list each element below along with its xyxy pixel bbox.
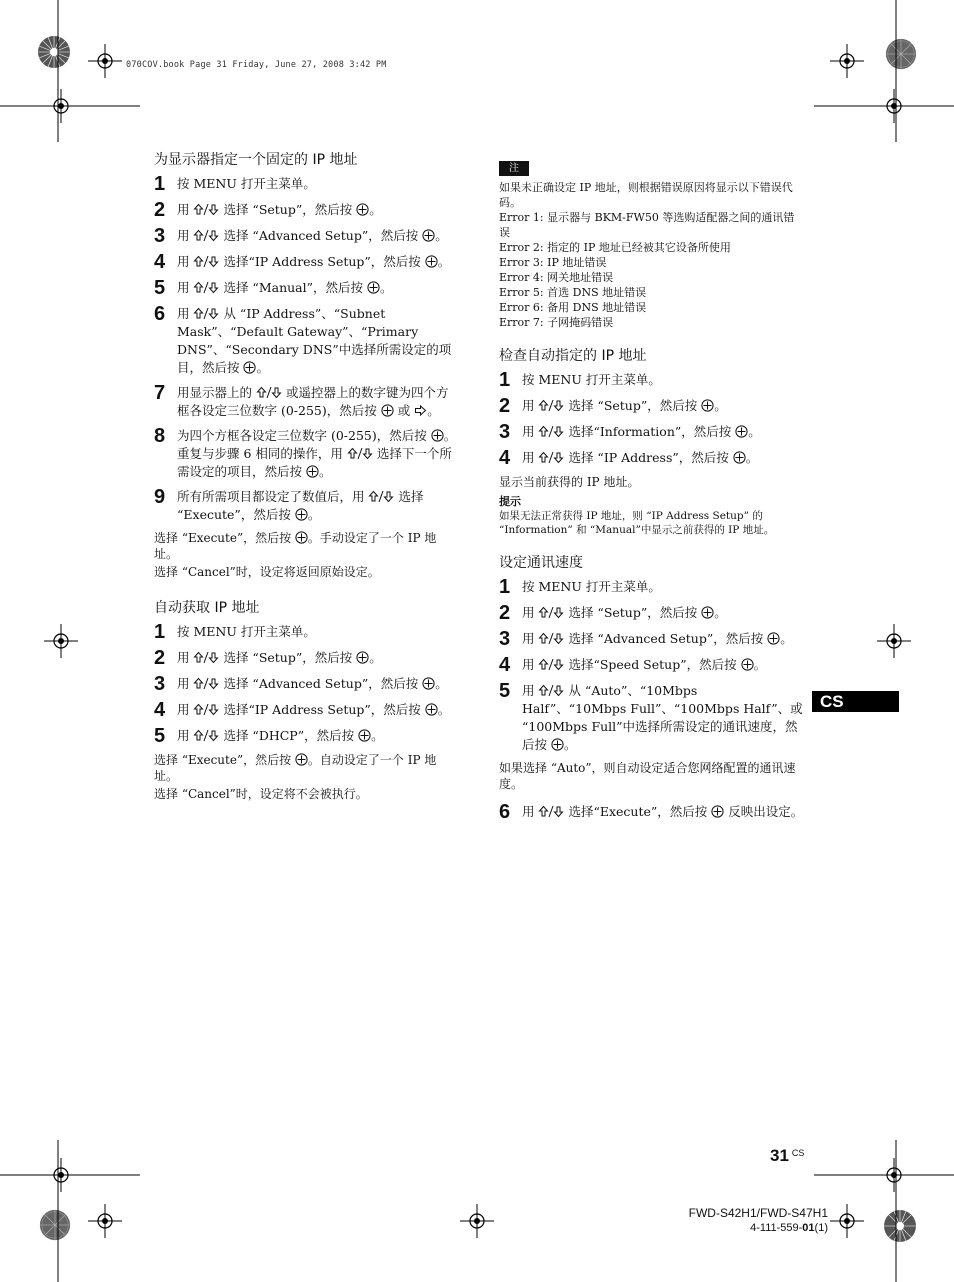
part-suffix: (1) — [814, 1222, 828, 1234]
enter-button-icon — [767, 632, 780, 645]
step-item — [499, 603, 804, 623]
enter-button-icon — [295, 508, 308, 521]
step-text: 用 从 “Auto”、“10Mbps Half”、“10Mbps Full”、“100Mbps Half”、或 “100Mbps Full”中选择所需设定的通讯速度，然后按 。 — [522, 683, 803, 752]
model-info — [689, 1206, 828, 1236]
note-line: Error 4: 网关地址错误 — [499, 271, 614, 284]
enter-button-icon — [306, 465, 319, 478]
page-number-suffix: CS — [791, 1148, 805, 1158]
step-text: 所有所需项目都设定了数值后，用 选择 “Execute”，然后按 。 — [177, 489, 424, 522]
up-down-button-icon — [193, 703, 219, 716]
page-number — [770, 1146, 804, 1166]
up-down-button-icon — [538, 399, 564, 412]
step-text: 用 选择“IP Address Setup”，然后按 。 — [177, 702, 451, 717]
enter-button-icon — [356, 651, 369, 664]
step-item — [154, 487, 460, 524]
step-number: 4 — [154, 699, 166, 721]
step-number: 5 — [499, 680, 511, 702]
step-item — [154, 252, 460, 272]
up-down-button-icon — [347, 447, 373, 460]
step-number: 1 — [154, 621, 166, 643]
enter-button-icon — [735, 425, 748, 438]
note-line: Error 3: IP 地址错误 — [499, 256, 607, 269]
section-title-check-ip: 检查自动指定的 IP 地址 — [499, 348, 647, 364]
enter-button-icon — [381, 404, 394, 417]
step-number: 1 — [499, 576, 511, 598]
up-down-button-icon — [368, 490, 394, 503]
enter-button-icon — [711, 805, 724, 818]
step-text: 用 选择“IP Address Setup”，然后按 。 — [177, 254, 451, 269]
step-number: 3 — [499, 628, 511, 650]
step-text: 按 MENU 打开主菜单。 — [522, 372, 661, 387]
note-badge: 注 — [499, 161, 529, 176]
step-item — [499, 577, 804, 597]
step-item — [154, 304, 460, 377]
part-prefix: 4-111-559- — [750, 1222, 803, 1234]
up-down-button-icon — [538, 606, 564, 619]
speed-auto-note: 如果选择 “Auto”，则自动设定适合您网络配置的通讯速度。 — [499, 761, 796, 791]
step-text: 用 选择“Information”，然后按 。 — [522, 424, 761, 439]
step-item — [154, 383, 460, 420]
note-line: Error 5: 首选 DNS 地址错误 — [499, 286, 647, 299]
step-number: 6 — [499, 801, 511, 823]
step-text: 用 选择 “Setup”，然后按 。 — [522, 398, 727, 413]
enter-button-icon — [243, 361, 256, 374]
step-text: 用 选择 “Manual”，然后按 。 — [177, 280, 393, 295]
step-number: 2 — [154, 647, 166, 669]
step-number: 2 — [499, 395, 511, 417]
steps-speed — [499, 577, 804, 754]
enter-button-icon — [367, 281, 380, 294]
step-item — [154, 726, 460, 746]
enter-button-icon — [422, 677, 435, 690]
notes-fixed-ip — [154, 530, 460, 580]
language-tab: CS — [812, 691, 899, 712]
step-text: 用 选择 “Setup”，然后按 。 — [177, 650, 382, 665]
up-down-button-icon — [538, 684, 564, 697]
up-down-button-icon — [193, 651, 219, 664]
step-number: 3 — [154, 673, 166, 695]
note-line: Error 7: 子网掩码错误 — [499, 316, 614, 329]
file-header: 070COV.book Page 31 Friday, June 27, 2008 3:42 PM — [126, 60, 387, 70]
step-number: 8 — [154, 425, 166, 447]
enter-button-icon — [551, 738, 564, 751]
up-down-button-icon — [538, 658, 564, 671]
up-down-button-icon — [538, 425, 564, 438]
info-paragraph: 选择 “Cancel”时，设定将返回原始设定。 — [154, 565, 380, 579]
steps-auto-ip — [154, 622, 460, 746]
info-paragraph: 选择 “Execute”，然后按 。自动设定了一个 IP 地址。 — [154, 753, 437, 783]
step-item — [154, 226, 460, 246]
note-line: Error 2: 指定的 IP 地址已经被其它设备所使用 — [499, 241, 731, 254]
enter-button-icon — [431, 429, 444, 442]
info-paragraph: 选择 “Execute”，然后按 。手动设定了一个 IP 地址。 — [154, 531, 437, 561]
enter-button-icon — [425, 703, 438, 716]
steps-check-ip — [499, 370, 804, 468]
step-text: 用 选择“Speed Setup”，然后按 。 — [522, 657, 767, 672]
note-line: Error 6: 备用 DNS 地址错误 — [499, 301, 647, 314]
step-number: 2 — [499, 602, 511, 624]
enter-button-icon — [295, 753, 308, 766]
steps-speed-execute — [499, 802, 804, 822]
up-down-button-icon — [538, 632, 564, 645]
step-text: 用显示器上的 或遥控器上的数字键为四个方框各设定三位数字 (0-255)，然后按 或 。 — [177, 385, 449, 418]
step-number: 3 — [499, 421, 511, 443]
step-number: 5 — [154, 277, 166, 299]
up-down-button-icon — [256, 386, 282, 399]
step-number: 2 — [154, 199, 166, 221]
step-text: 用 从 “IP Address”、“Subnet Mask”、“Default Gateway”、“Primary DNS”、“Secondary DNS”中选择所需设定的项目，然后按 。 — [177, 306, 452, 375]
step-item — [499, 681, 804, 754]
page-number-value: 31 — [770, 1146, 789, 1165]
enter-button-icon — [422, 229, 435, 242]
right-arrow-button-icon — [414, 404, 427, 417]
model-name: FWD-S42H1/FWD-S47H1 — [688, 1206, 828, 1220]
note-line: 如果未正确设定 IP 地址，则根据错误原因将显示以下错误代码。 — [499, 181, 793, 209]
enter-button-icon — [733, 451, 746, 464]
step-item — [499, 370, 804, 390]
step-number: 1 — [499, 369, 511, 391]
up-down-button-icon — [193, 203, 219, 216]
part-number — [689, 1221, 828, 1236]
notes-auto-ip — [154, 752, 460, 802]
step-item — [499, 802, 804, 822]
check-ip-result-text: 显示当前获得的 IP 地址。 — [499, 475, 640, 489]
part-bold: 01 — [802, 1222, 815, 1234]
step-number: 7 — [154, 382, 166, 404]
step-text: 用 选择 “IP Address”，然后按 。 — [522, 450, 759, 465]
step-item — [154, 700, 460, 720]
up-down-button-icon — [193, 307, 219, 320]
tip-label: 提示 — [499, 495, 521, 508]
step-item — [154, 200, 460, 220]
up-down-button-icon — [193, 677, 219, 690]
section-title-fixed-ip: 为显示器指定一个固定的 IP 地址 — [154, 152, 358, 168]
step-number: 5 — [154, 725, 166, 747]
enter-button-icon — [358, 729, 371, 742]
up-down-button-icon — [538, 451, 564, 464]
step-text: 按 MENU 打开主菜单。 — [522, 579, 661, 594]
section-title-auto-ip: 自动获取 IP 地址 — [154, 600, 260, 616]
step-number: 3 — [154, 225, 166, 247]
step-item — [154, 174, 460, 194]
step-item — [499, 629, 804, 649]
enter-button-icon — [701, 606, 714, 619]
step-number: 4 — [154, 251, 166, 273]
up-down-button-icon — [193, 729, 219, 742]
up-down-button-icon — [193, 281, 219, 294]
enter-button-icon — [295, 531, 308, 544]
step-text: 用 选择 “Setup”，然后按 。 — [177, 202, 382, 217]
step-text: 用 选择 “Setup”，然后按 。 — [522, 605, 727, 620]
section-title-speed: 设定通讯速度 — [499, 555, 583, 571]
step-item — [499, 655, 804, 675]
step-number: 1 — [154, 173, 166, 195]
step-number: 4 — [499, 654, 511, 676]
step-text: 为四个方框各设定三位数字 (0-255)，然后按 。重复与步骤 6 相同的操作，用 选择下一个所需设定的项目，然后按 。 — [177, 428, 457, 479]
enter-button-icon — [741, 658, 754, 671]
step-number: 4 — [499, 447, 511, 469]
step-item — [154, 622, 460, 642]
tip-text: 如果无法正常获得 IP 地址，则 “IP Address Setup” 的 “Information” 和 “Manual”中显示之前获得的 IP 地址。 — [499, 510, 775, 536]
info-paragraph: 选择 “Cancel”时，设定将不会被执行。 — [154, 787, 368, 801]
error-note-list — [499, 180, 804, 330]
step-text: 用 选择“Execute”，然后按 反映出设定。 — [522, 804, 804, 819]
steps-fixed-ip — [154, 174, 460, 524]
step-number: 9 — [154, 486, 166, 508]
step-item — [499, 422, 804, 442]
step-text: 用 选择 “DHCP”，然后按 。 — [177, 728, 384, 743]
step-item — [499, 396, 804, 416]
step-item — [154, 674, 460, 694]
enter-button-icon — [425, 255, 438, 268]
enter-button-icon — [701, 399, 714, 412]
step-text: 按 MENU 打开主菜单。 — [177, 176, 316, 191]
up-down-button-icon — [193, 229, 219, 242]
up-down-button-icon — [193, 255, 219, 268]
right-column — [499, 156, 804, 828]
step-item — [499, 448, 804, 468]
note-line: Error 1: 显示器与 BKM-FW50 等选购适配器之间的通讯错误 — [499, 211, 795, 239]
left-column — [154, 150, 460, 804]
enter-button-icon — [356, 203, 369, 216]
step-item — [154, 648, 460, 668]
step-item — [154, 278, 460, 298]
step-text: 用 选择 “Advanced Setup”，然后按 。 — [177, 676, 448, 691]
step-item — [154, 426, 460, 481]
up-down-button-icon — [538, 805, 564, 818]
step-number: 6 — [154, 303, 166, 325]
step-text: 用 选择 “Advanced Setup”，然后按 。 — [522, 631, 793, 646]
step-text: 按 MENU 打开主菜单。 — [177, 624, 316, 639]
step-text: 用 选择 “Advanced Setup”，然后按 。 — [177, 228, 448, 243]
